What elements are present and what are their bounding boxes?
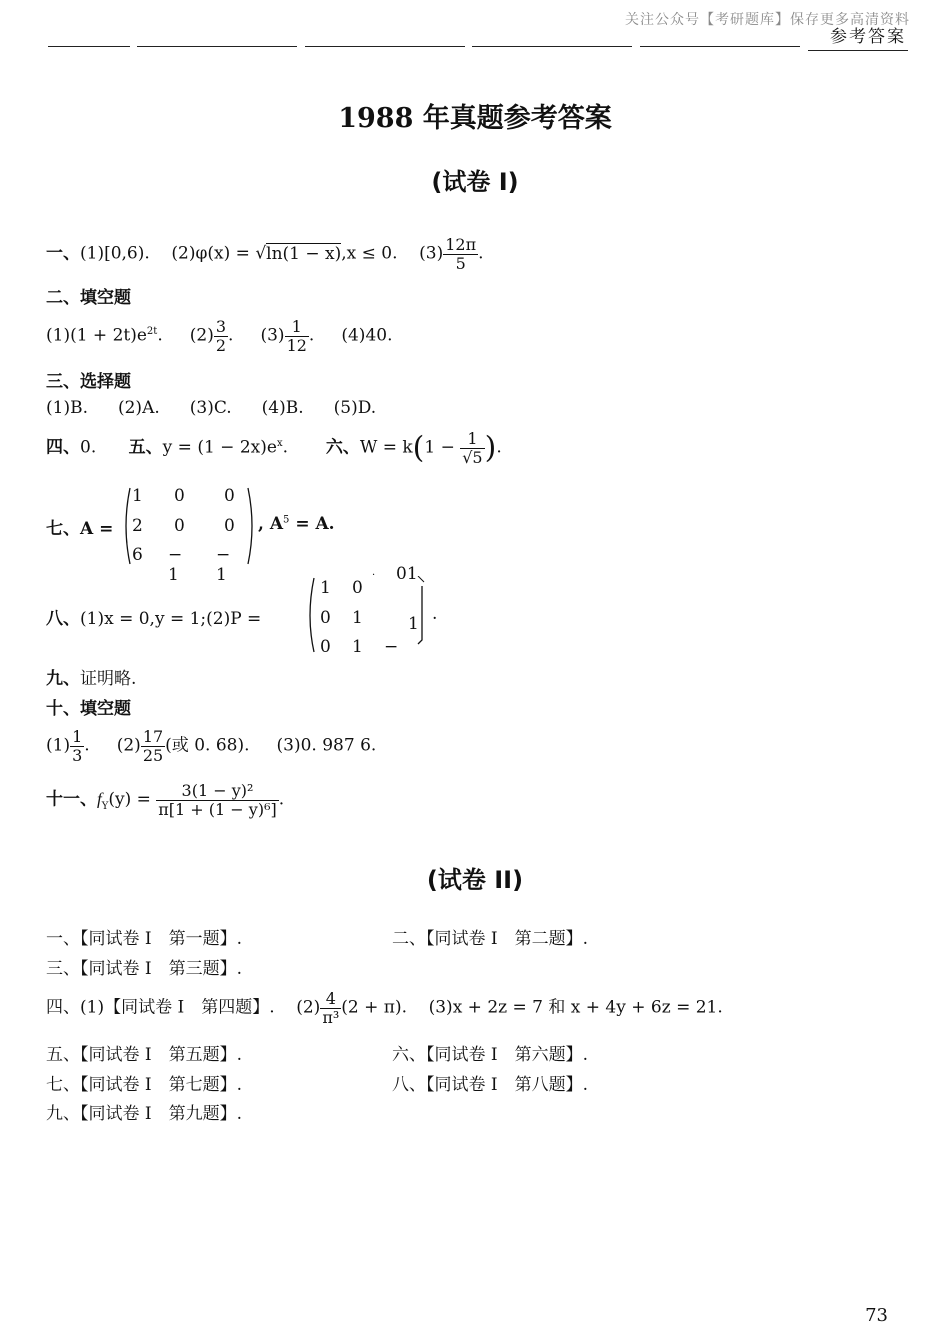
frac-den: π³ [322, 1007, 340, 1027]
matrix-cell: 0 [224, 486, 235, 506]
page-title: 1988 年真题参考答案 [338, 103, 612, 134]
matrix-cell: 1 [132, 486, 143, 506]
matrix-cell: 0 [320, 637, 331, 657]
q10-dot: . [84, 735, 90, 756]
q4-label: 四、 [46, 437, 80, 458]
q6-rparen: ) [484, 430, 497, 466]
frac-num: 3 [215, 317, 227, 336]
matrix-cell: · [372, 570, 376, 581]
q11-f: f [97, 789, 102, 809]
p2-q4a: 四、(1)【同试卷 Ⅰ 第四题】. [46, 997, 275, 1018]
q5-text: y = (1 − 2x)e [162, 437, 277, 458]
q6-lparen: ( [412, 430, 425, 466]
q11-label: 十一、 [46, 789, 97, 810]
paper1-heading: (试卷 Ⅰ) [431, 168, 519, 196]
p2-row5b: 八、【同试卷 Ⅰ 第八题】. [392, 1075, 589, 1095]
frac-num: 3(1 − y)² [156, 782, 278, 801]
q2-part1: (1)(1 + 2t)e [46, 325, 147, 346]
q1-part2a: (2)φ(x) = [171, 243, 256, 264]
q3-answer: (1)B. [46, 398, 88, 418]
q1-fraction [443, 236, 478, 272]
frac-num: 1 [285, 318, 309, 337]
q5-label: 五、 [128, 437, 163, 458]
q5-end: . [282, 437, 288, 458]
q10-part2b: (或 0. 68). [165, 735, 250, 756]
q1-part3a: (3) [419, 243, 444, 264]
frac-den: 5 [455, 253, 466, 273]
frac-den: √5 [462, 447, 483, 467]
q10-heading: 十、填空题 [46, 699, 131, 719]
matrix-cell: 2 [132, 516, 143, 536]
matrix-cell: − [384, 637, 399, 657]
frac-den: 25 [142, 745, 164, 765]
frac-num: 1 [72, 727, 83, 746]
matrix-cell: 1 [352, 637, 363, 657]
q10-part3: (3)0. 987 6. [276, 735, 377, 756]
matrix-cell: 0 [224, 516, 235, 536]
matrix-cell: 1 [408, 614, 419, 634]
matrix-cell: 1 [352, 608, 363, 628]
p2-row4b: 六、【同试卷 Ⅰ 第六题】. [392, 1045, 589, 1065]
q11-fraction [156, 782, 278, 818]
q8-end: . [432, 604, 438, 624]
q3-heading: 三、选择题 [46, 372, 131, 392]
frac-num: 4 [320, 990, 341, 1009]
frac-den: 12 [286, 335, 307, 355]
watermark-text: 关注公众号【考研题库】保存更多高清资料 [625, 12, 910, 28]
q6-inner: 1 − [424, 437, 461, 458]
q2-dot-a: . [228, 325, 234, 346]
q9-label: 九、 [46, 669, 80, 689]
q2-part2: (2) [189, 325, 214, 346]
q10-fraction-b [141, 728, 165, 764]
q1-radicand: ln(1 − x) [266, 243, 342, 264]
page-number: 73 [865, 1305, 888, 1326]
p2-q4c: (2 + π). [341, 997, 407, 1018]
q6-fraction [460, 430, 484, 466]
p2-q4d: (3)x + 2z = 7 和 x + 4y + 6z = 21. [428, 997, 723, 1018]
sqrt-sign: √ [255, 243, 267, 264]
matrix-cell: 0 [320, 608, 331, 628]
p1-q9 [46, 664, 136, 689]
q3-answer: (3)C. [189, 398, 232, 418]
p2-row4a: 五、【同试卷 Ⅰ 第五题】. [46, 1045, 243, 1065]
q2-part3: (3) [260, 325, 285, 346]
q7-sup: 5 [283, 514, 290, 526]
q2-fraction-a [214, 318, 228, 354]
q7-lhs: A = [80, 519, 114, 539]
q7-label: 七、 [46, 519, 80, 539]
q10-fraction-a [70, 728, 84, 764]
q8-label: 八、 [46, 609, 80, 629]
q6-label: 六、 [325, 437, 360, 458]
q1-end: . [478, 243, 484, 264]
p2-row6a: 九、【同试卷 Ⅰ 第九题】. [46, 1104, 243, 1124]
q6-end: . [496, 437, 502, 458]
frac-den: π[1 + (1 − y)⁶] [158, 799, 277, 819]
header-rule-6 [808, 50, 908, 51]
q7-matrix-brackets [122, 486, 262, 568]
p1-q10 [46, 728, 376, 764]
p2-row5a: 七、【同试卷 Ⅰ 第七题】. [46, 1075, 243, 1095]
q10-part1: (1) [46, 735, 71, 756]
q2-part4: (4)40. [341, 325, 393, 346]
q4-text: 0. [80, 437, 97, 458]
q5-sup: x [276, 437, 283, 449]
p1-q1 [46, 236, 484, 272]
p2-row2a: 三、【同试卷 Ⅰ 第三题】. [46, 959, 243, 979]
p2-q4b: (2) [296, 997, 321, 1018]
q7-rhs-b: = A. [289, 514, 335, 534]
header-rule-3 [305, 46, 465, 47]
matrix-cell: 0 [352, 578, 363, 598]
q6-text: W = k [359, 437, 413, 458]
q3-answer: (2)A. [117, 398, 160, 418]
q11-lhs2: (y) = [108, 789, 157, 810]
q7-rhs [258, 514, 335, 534]
q2-sup: 2t [146, 325, 158, 337]
p2-q4-fraction [320, 990, 341, 1026]
matrix-cell: 0 [174, 486, 185, 506]
p1-q4-q6 [46, 430, 502, 466]
header-rule-2 [137, 46, 297, 47]
q3-answer: (5)D. [333, 398, 377, 418]
p2-row1a: 一、【同试卷 Ⅰ 第一题】. [46, 929, 243, 949]
paper2-heading: (试卷 ⅠⅠ) [426, 866, 524, 894]
p1-q11 [46, 782, 284, 818]
p2-row1b: 二、【同试卷 Ⅰ 第二题】. [392, 929, 589, 949]
frac-den: 3 [72, 745, 83, 765]
frac-num: 17 [142, 727, 164, 746]
p1-q3 [46, 398, 406, 418]
q7-rhs-a: , A [258, 514, 284, 534]
q1-part1: (1)[0,6). [80, 243, 150, 264]
q8-text: (1)x = 0,y = 1;(2)P = [80, 609, 262, 629]
matrix-cell: 1 [320, 578, 331, 598]
matrix-cell: 0 [174, 516, 185, 536]
matrix-cell: 01 [396, 564, 418, 584]
q9-text: 证明略. [80, 669, 137, 689]
header-rule-5 [640, 46, 800, 47]
p1-q8 [46, 604, 261, 629]
header-rule-1 [48, 46, 130, 47]
q11-sub: Y [101, 800, 109, 812]
q2-heading: 二、填空题 [46, 288, 131, 308]
q2-fraction-b [285, 318, 309, 354]
q1-part2b: ,x ≤ 0. [341, 243, 398, 264]
q2-dot-b: . [308, 325, 315, 346]
p1-q2 [46, 318, 392, 354]
p2-row3 [46, 990, 723, 1026]
q10-part2: (2) [116, 735, 141, 756]
p1-q7-lhs [46, 514, 113, 539]
matrix-cell: − 1 [168, 545, 183, 585]
q11-end: . [278, 789, 285, 810]
matrix-cell: 6 [132, 545, 143, 565]
q1-label: 一、 [46, 243, 80, 264]
q3-answer: (4)B. [261, 398, 304, 418]
frac-num: 12π [445, 235, 477, 254]
frac-den: 2 [215, 335, 227, 355]
header-rule-4 [472, 46, 632, 47]
matrix-cell: − 1 [216, 545, 231, 585]
q2-part1-end: . [157, 325, 163, 346]
frac-num: 1 [460, 430, 484, 449]
header-label: 参考答案 [830, 27, 906, 47]
